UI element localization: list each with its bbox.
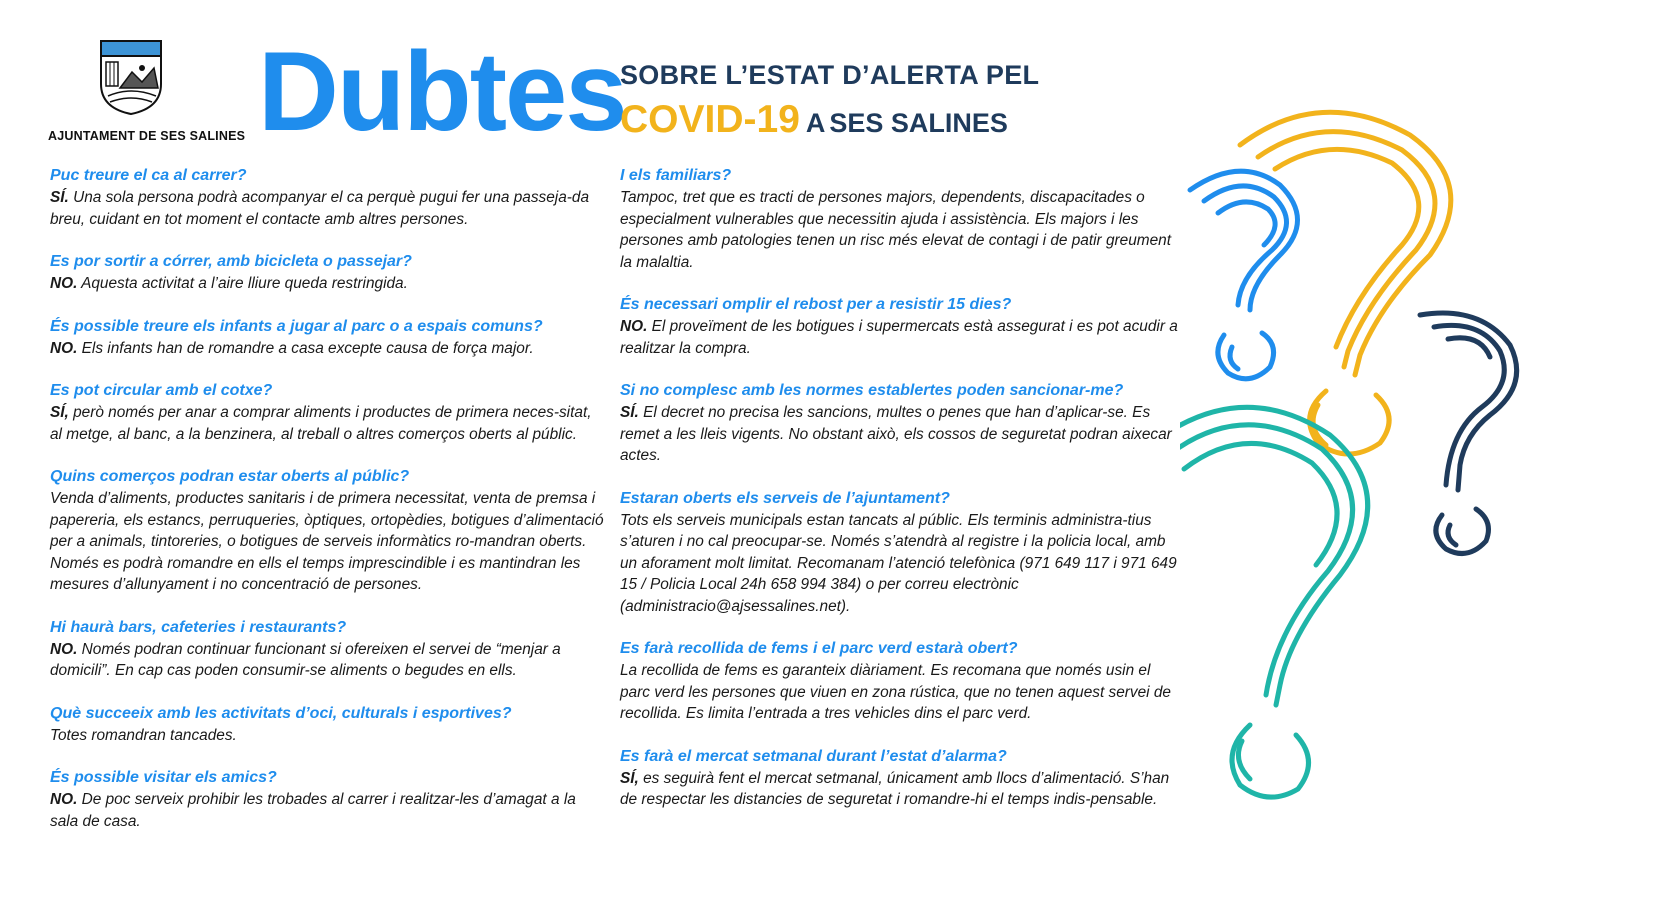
faq-item: [620, 488, 1180, 618]
faq-answer: NO. El proveïment de les botigues i supermercats està assegurat i es pot acudir a realitzar la compra.: [620, 318, 1178, 357]
faq-question: Es por sortir a córrer, amb bicicleta o passejar?: [50, 253, 412, 270]
faq-item: [620, 165, 1180, 273]
faq-question: Es farà el mercat setmanal durant l’estat d’alarma?: [620, 747, 1007, 765]
faq-question: Quins comerços podran estar oberts al públic?: [50, 468, 410, 485]
faq-column-left: [50, 165, 606, 853]
faq-item: [50, 251, 606, 295]
faq-answer: NO. Aquesta activitat a l’aire lliure queda restringida.: [50, 275, 408, 292]
faq-question: És possible visitar els amics?: [50, 769, 277, 786]
question-marks-illustration: [1180, 105, 1650, 845]
faq-answer: Venda d’aliments, productes sanitaris i de primera necessitat, venta de premsa i papereria, els estancs, perruqueries, òptiques, ortopèdies, botigues d’alimentació per a animals, tintoreries, o botigues de serveis informàtics ro-mandran oberts. Només es podrà romandre en ells el temps imprescindible i es mantindran les mesures d’allunyament i no concentració de persones.: [50, 490, 604, 593]
faq-item: [50, 767, 606, 832]
faq-question: Es farà recollida de fems i el parc verd estarà obert?: [620, 640, 1018, 657]
subtitle-covid: COVID-19: [620, 98, 800, 141]
faq-question: Es pot circular amb el cotxe?: [50, 382, 273, 399]
faq-answer: NO. Els infants han de romandre a casa excepte causa de força major.: [50, 339, 534, 357]
faq-answer: Tots els serveis municipals estan tancats al públic. Els terminis administra-tius s’aturen i no cal preocupar-se. Només s’atendrà al registre i la policia local, amb un aforament molt limitat. Recomanam l’atenció telefònica (971 649 117 i 971 649 15 / Policia Local 24h 658 994 384) o per correu electrònic (administracio@ajsessalines.net).: [620, 511, 1177, 615]
faq-column-right: [620, 165, 1180, 832]
navy-question-mark-icon: [1420, 313, 1517, 554]
faq-answer: NO. Només podran continuar funcionant si ofereixen el servei de “menjar a domicili”. En cap cas poden consumir-se aliments o begudes en ells.: [50, 640, 561, 679]
yellow-question-mark-icon: [1240, 112, 1451, 454]
faq-answer: Totes romandran tancades.: [50, 726, 237, 744]
faq-item: [50, 703, 606, 747]
teal-question-mark-icon: [1180, 407, 1368, 797]
faq-answer: SÍ, però només per anar a comprar aliments i productes de primera neces-sitat, al metge, al banc, a la benzinera, al treball o altres comerços oberts al públic.: [50, 404, 592, 443]
faq-question: I els familiars?: [620, 167, 732, 184]
faq-question: Estaran oberts els serveis de l’ajuntament?: [620, 489, 950, 507]
faq-answer: NO. De poc serveix prohibir les trobades al carrer i realitzar-les d’amagat a la sala de casa.: [50, 791, 576, 830]
faq-answer: Tampoc, tret que es tracti de persones majors, dependents, discapacitades o especialment vulnerables que necessitin ajuda i assistència. Els majors i les persones amb patologies tenen un risc més elevat de contagi i de patir greument la malaltia.: [620, 189, 1171, 271]
faq-item: [50, 316, 606, 360]
faq-question: És necessari omplir el rebost per a resistir 15 dies?: [620, 296, 1012, 313]
faq-question: Si no complesc amb les normes establertes poden sancionar-me?: [620, 382, 1124, 399]
page-title: Dubtes: [258, 29, 626, 154]
coat-of-arms-icon: [98, 38, 164, 116]
faq-item: [50, 617, 606, 682]
faq-answer: SÍ, es seguirà fent el mercat setmanal, únicament amb llocs d’alimentació. S’han de respectar les distancies de seguretat i romandre-hi el temps indis-pensable.: [620, 769, 1170, 808]
faq-item: [620, 380, 1180, 467]
faq-item: [50, 466, 606, 596]
faq-item: [50, 165, 606, 230]
faq-question: És possible treure els infants a jugar al parc o a espais comuns?: [50, 317, 543, 335]
faq-question: Puc treure el ca al carrer?: [50, 167, 247, 184]
subtitle-line1: SOBRE L’ESTAT D’ALERTA PEL: [620, 60, 1040, 90]
subtitle-a: A: [805, 108, 826, 138]
municipal-logo: [48, 38, 246, 143]
faq-item: [620, 746, 1180, 811]
faq-item: [620, 294, 1180, 359]
subtitle-line2: [620, 98, 1008, 142]
logo-text: AJUNTAMENT DE SES SALINES: [48, 129, 246, 143]
faq-question: Hi haurà bars, cafeteries i restaurants?: [50, 618, 347, 636]
faq-answer: SÍ. Una sola persona podrà acompanyar el ca perquè pugui fer una passeja-da breu, cuidant en tot moment el contacte amb altres persones.: [50, 189, 590, 228]
faq-item: [620, 638, 1180, 725]
faq-answer: La recollida de fems es garanteix diàriament. Es recomana que només usin el parc verd les persones que viuen en zona rústica, que no tenen aquest servei de recollida. Es limita l’entrada a tres vehicles dins el parc verd.: [620, 662, 1171, 722]
faq-question: Què succeeix amb les activitats d’oci, culturals i esportives?: [50, 704, 512, 722]
subtitle-place: SES SALINES: [829, 108, 1008, 138]
blue-question-mark-icon: [1190, 171, 1298, 379]
faq-answer: SÍ. El decret no precisa les sancions, multes o penes que han d’aplicar-se. Es remet a les lleis vigents. No obstant això, els cossos de seguretat podran aixecar actes.: [620, 404, 1172, 464]
faq-item: [50, 380, 606, 445]
